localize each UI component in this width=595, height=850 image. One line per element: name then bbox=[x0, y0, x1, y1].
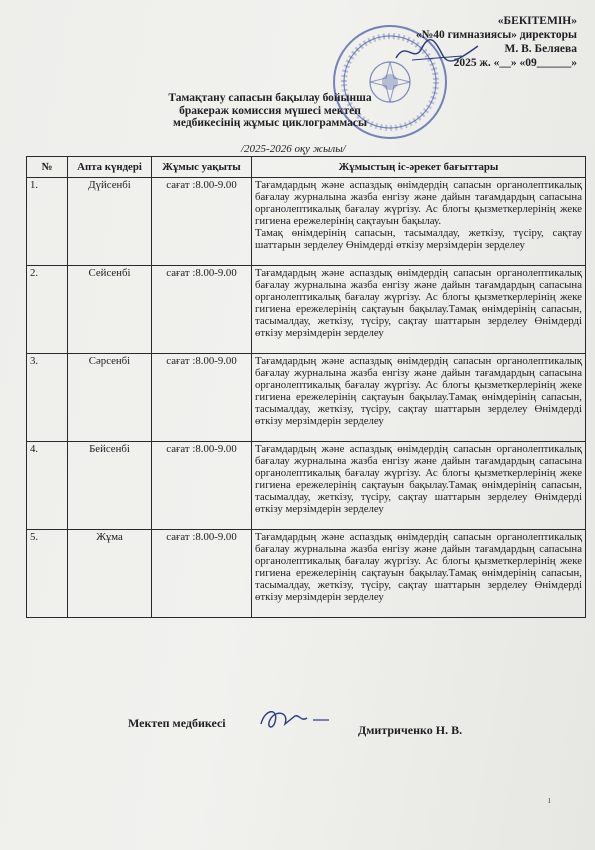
activity-text-continued: Тамақ өнімдерінің сапасын, тасымалдау, жеткізу, түсіру, сақтау шаттарын зерделеу Өнімдерді өткізу мерзімдерін зерделеу bbox=[255, 227, 582, 251]
director-signature-icon bbox=[392, 34, 482, 68]
row-activity: Тағамдардың және аспаздық өнімдердің сапасын органолептикалық бағалау журналына жазба енгізу және дайын тағамдардың сапасына органолептикалық бағалау жүргізу. Ас блогы қызметкерлерінің жеке гигиена ережелерінің сақтауын бақылау.Тамақ өнімдерінің сапасын, тасымалдау, жеткізу, түсіру, сақтау шаттарын зерделеу Өнімдерді өткізу мерзімдерін зерделеу bbox=[252, 354, 586, 442]
row-weekday: Бейсенбі bbox=[68, 442, 152, 530]
nurse-signature-icon bbox=[255, 702, 335, 736]
table-row bbox=[27, 178, 586, 266]
title-line-1: Тамақтану сапасын бақылау бойынша bbox=[168, 92, 372, 104]
row-weekday: Сәрсенбі bbox=[68, 354, 152, 442]
signature-name: Дмитриченко Н. В. bbox=[358, 723, 463, 737]
row-weekday: Дүйсенбі bbox=[68, 178, 152, 266]
approval-position: «№40 гимназиясы» директоры bbox=[415, 29, 577, 41]
row-weekday: Жұма bbox=[68, 530, 152, 618]
row-number: 1. bbox=[27, 178, 68, 266]
row-activity: Тағамдардың және аспаздық өнімдердің сапасын органолептикалық бағалау журналына жазба енгізу және дайын тағамдардың сапасына органолептикалық бағалау жүргізу. Ас блогы қызметкерлерінің жеке гигиена ережелерінің сақтауын бақылау.Тамақ өнімдерінің сапасын, тасымалдау, жеткізу, түсіру, сақтау шаттарын зерделеу Өнімдерді өткізу мерзімдерін зерделеу bbox=[252, 442, 586, 530]
row-number: 5. bbox=[27, 530, 68, 618]
document-title bbox=[150, 92, 390, 130]
row-activity: Тағамдардың және аспаздық өнімдердің сапасын органолептикалық бағалау журналына жазба енгізу және дайын тағамдардың сапасына органолептикалық бағалау жүргізу. Ас блогы қызметкерлерінің жеке гигиена ережелерінің сақтауын бақылау.Тамақ өнімдерінің сапасын, тасымалдау, жеткізу, түсіру, сақтау шаттарын зерделеу Өнімдерді өткізу мерзімдерін зерделеу bbox=[252, 266, 586, 354]
row-number: 2. bbox=[27, 266, 68, 354]
row-number: 3. bbox=[27, 354, 68, 442]
row-number: 4. bbox=[27, 442, 68, 530]
table-row bbox=[27, 266, 586, 354]
row-activity: Тағамдардың және аспаздық өнімдердің сапасын органолептикалық бағалау журналына жазба енгізу және дайын тағамдардың сапасына органолептикалық бағалау жүргізу. Ас блогы қызметкерлерінің жеке гигиена ережелерінің сақтауын бақылау.Тамақ өнімдерінің сапасын, тасымалдау, жеткізу, түсіру, сақтау шаттарын зерделеу Өнімдерді өткізу мерзімдерін зерделеу bbox=[252, 530, 586, 618]
table-row bbox=[27, 354, 586, 442]
table-row bbox=[27, 530, 586, 618]
signature-role: Мектеп медбикесі bbox=[128, 716, 226, 730]
row-time: сағат :8.00-9.00 bbox=[152, 530, 252, 618]
approval-director-name: М. В. Беляева bbox=[504, 43, 577, 55]
academic-year: /2025-2026 оқу жылы/ bbox=[241, 143, 346, 155]
title-line-3: медбикесінің жұмыс циклограммасы bbox=[173, 117, 367, 129]
table-header-row bbox=[27, 157, 586, 178]
title-line-2: бракераж комиссия мүшесі мектеп bbox=[179, 104, 361, 117]
row-activity bbox=[252, 178, 586, 266]
header-activity: Жұмыстың іс-әрекет бағыттары bbox=[252, 157, 586, 178]
approval-date: 2025 ж. «__» «09______» bbox=[453, 57, 577, 69]
row-weekday: Сейсенбі bbox=[68, 266, 152, 354]
row-time: сағат :8.00-9.00 bbox=[152, 354, 252, 442]
approval-heading: «БЕКІТЕМІН» bbox=[497, 15, 577, 27]
table-row bbox=[27, 442, 586, 530]
header-work-time: Жұмыс уақыты bbox=[152, 157, 252, 178]
schedule-table bbox=[26, 156, 586, 618]
header-weekday: Апта күндері bbox=[68, 157, 152, 178]
page-mark: ı bbox=[548, 795, 551, 806]
row-time: сағат :8.00-9.00 bbox=[152, 178, 252, 266]
row-time: сағат :8.00-9.00 bbox=[152, 442, 252, 530]
activity-text: Тағамдардың және аспаздық өнімдердің сапасын органолептикалық бағалау журналына жазба енгізу және дайын тағамдардың сапасына органолептикалық бағалау жүргізу. Ас блогы қызметкерлерінің жеке гигиена ережелерінің сақтауын бақылау. bbox=[255, 179, 582, 227]
header-number: № bbox=[27, 157, 68, 178]
row-time: сағат :8.00-9.00 bbox=[152, 266, 252, 354]
